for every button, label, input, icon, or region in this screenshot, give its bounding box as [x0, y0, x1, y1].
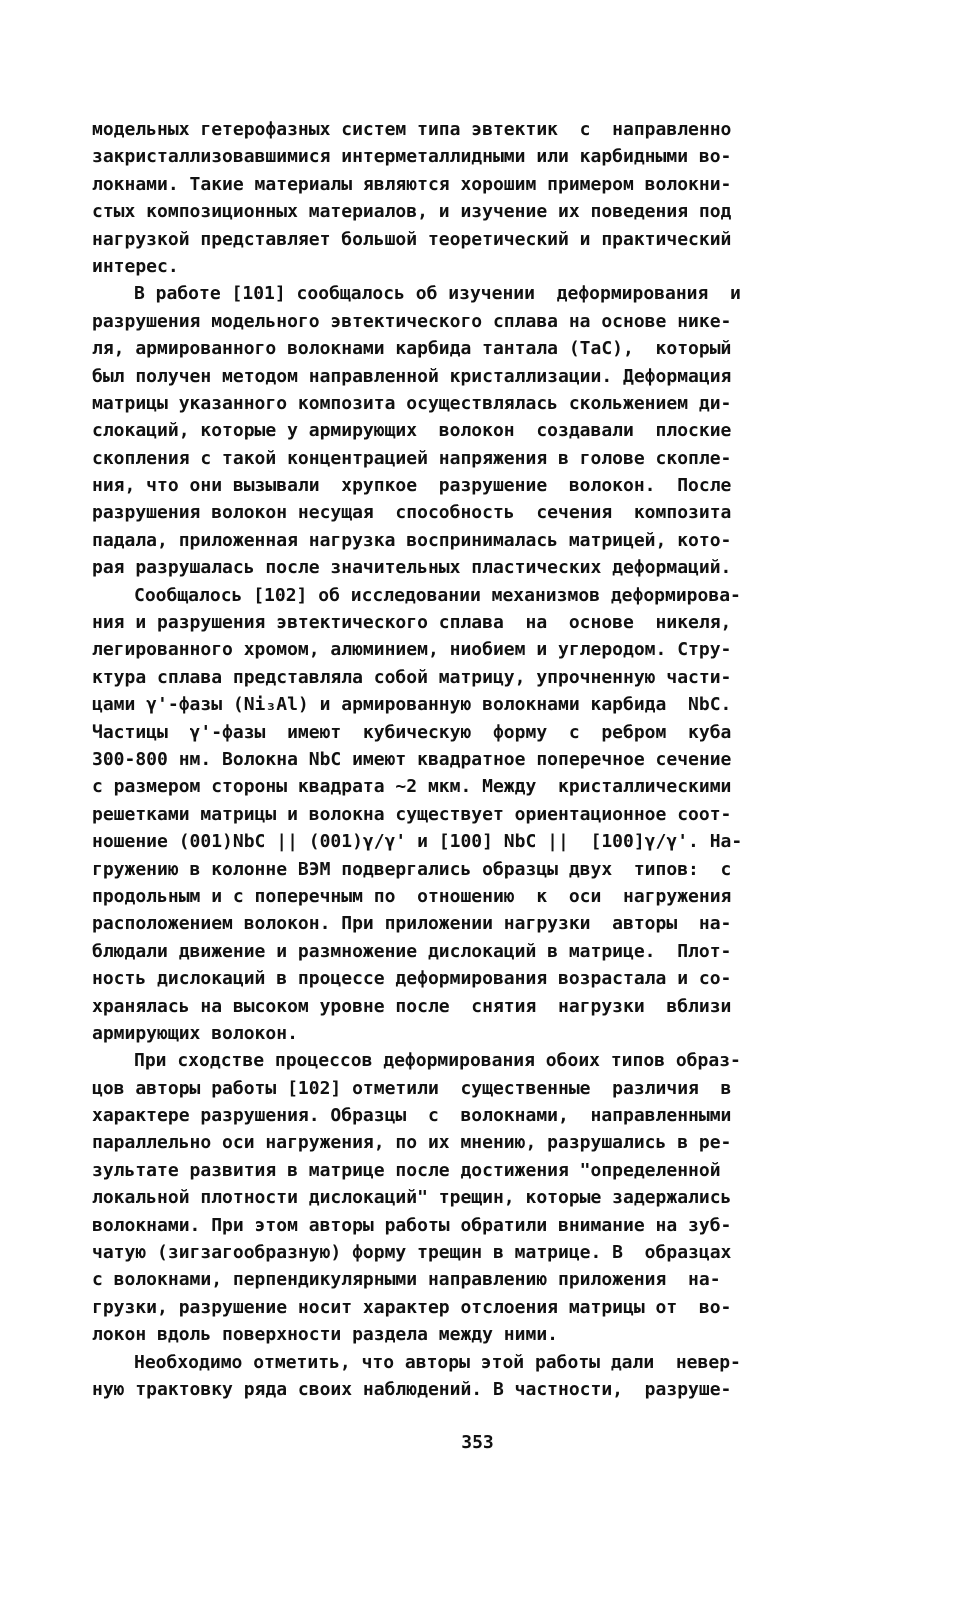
paragraph-5	[92, 1349, 862, 1404]
text-line: армирующих волокон.	[92, 1022, 298, 1044]
page-body	[92, 116, 862, 1403]
text-line: расположением волокон. При приложении нагрузки авторы на-	[92, 913, 732, 935]
text-line: В работе [101] сообщалось об изучении деформирования и	[134, 283, 741, 305]
text-line: рая разрушалась после значительных пластических деформаций.	[92, 557, 732, 579]
text-line: был получен методом направленной кристаллизации. Деформация	[92, 365, 732, 387]
text-line: слокаций, которые у армирующих волокон создавали плоские	[92, 420, 732, 442]
text-line: ношение (001)NbC || (001)γ/γ' и [100] NbC || [100]γ/γ'. На-	[92, 831, 743, 853]
text-line: Частицы γ'-фазы имеют кубическую форму с ребром куба	[92, 721, 732, 743]
text-line: чатую (зигзагообразную) форму трещин в матрице. В образцах	[92, 1242, 732, 1264]
text-line: характере разрушения. Образцы с волокнами, направленными	[92, 1105, 732, 1127]
text-line: ктура сплава представляла собой матрицу, упрочненную части-	[92, 666, 732, 688]
text-line: гружению в колонне ВЭМ подвергались образцы двух типов: с	[92, 858, 732, 880]
text-line: 300-800 нм. Волокна NbC имеют квадратное поперечное сечение	[92, 748, 732, 770]
text-line: закристаллизовавшимися интерметаллидными или карбидными во-	[92, 146, 732, 168]
text-line: модельных гетерофазных систем типа эвтектик с направленно	[92, 119, 732, 140]
text-line: локон вдоль поверхности раздела между ними.	[92, 1324, 558, 1346]
text-line: ния, что они вызывали хрупкое разрушение волокон. После	[92, 475, 732, 497]
text-line: блюдали движение и размножение дислокаций в матрице. Плот-	[92, 940, 732, 962]
paragraph-2	[92, 280, 862, 581]
text-line: При сходстве процессов деформирования обоих типов образ-	[134, 1050, 741, 1072]
paragraph-4	[92, 1047, 862, 1348]
text-line: локальной плотности дислокаций" трещин, которые задержались	[92, 1187, 732, 1209]
text-line: нагрузкой представляет большой теоретический и практический	[92, 228, 732, 250]
text-line: Необходимо отметить, что авторы этой работы дали невер-	[134, 1351, 741, 1373]
text-line: ля, армированного волокнами карбида тантала (TaC), который	[92, 338, 732, 360]
text-line: волокнами. При этом авторы работы обратили внимание на зуб-	[92, 1214, 732, 1236]
text-line: интерес.	[92, 255, 179, 277]
text-line: падала, приложенная нагрузка воспринималась матрицей, кото-	[92, 529, 732, 551]
text-line: грузки, разрушение носит характер отслоения матрицы от во-	[92, 1296, 732, 1318]
text-line: продольным и с поперечным по отношению к оси нагружения	[92, 885, 732, 907]
paragraph-1	[92, 116, 862, 280]
text-line: Сообщалось [102] об исследовании механизмов деформирова-	[134, 584, 741, 606]
page-number: 353	[461, 1432, 494, 1453]
text-line: локнами. Такие материалы являются хорошим примером волокни-	[92, 173, 732, 195]
text-line: ность дислокаций в процессе деформирования возрастала и со-	[92, 968, 732, 990]
text-line: цов авторы работы [102] отметили существенные различия в	[92, 1077, 732, 1099]
text-line: скопления с такой концентрацией напряжения в голове скопле-	[92, 447, 732, 469]
text-line: разрушения волокон несущая способность сечения композита	[92, 502, 732, 524]
text-line: с волокнами, перпендикулярными направлению приложения на-	[92, 1269, 721, 1291]
text-line: матрицы указанного композита осуществлялась скольжением ди-	[92, 392, 732, 414]
text-line: цами γ'-фазы (Ni₃Al) и армированную волокнами карбида NbC.	[92, 694, 732, 716]
text-line: ную трактовку ряда своих наблюдений. В частности, разруше-	[92, 1378, 732, 1400]
text-line: зультате развития в матрице после достижения "определенной	[92, 1159, 721, 1181]
paragraph-3	[92, 582, 862, 1048]
text-line: стых композиционных материалов, и изучение их поведения под	[92, 201, 732, 223]
text-line: параллельно оси нагружения, по их мнению, разрушались в ре-	[92, 1132, 732, 1154]
text-line: разрушения модельного эвтектического сплава на основе нике-	[92, 310, 732, 332]
text-line: решетками матрицы и волокна существует ориентационное соот-	[92, 803, 732, 825]
text-line: с размером стороны квадрата ~2 мкм. Между кристаллическими	[92, 776, 732, 798]
text-line: хранялась на высоком уровне после снятия нагрузки вблизи	[92, 995, 732, 1017]
text-line: легированного хромом, алюминием, ниобием и углеродом. Стру-	[92, 639, 732, 661]
text-line: ния и разрушения эвтектического сплава на основе никеля,	[92, 612, 732, 634]
